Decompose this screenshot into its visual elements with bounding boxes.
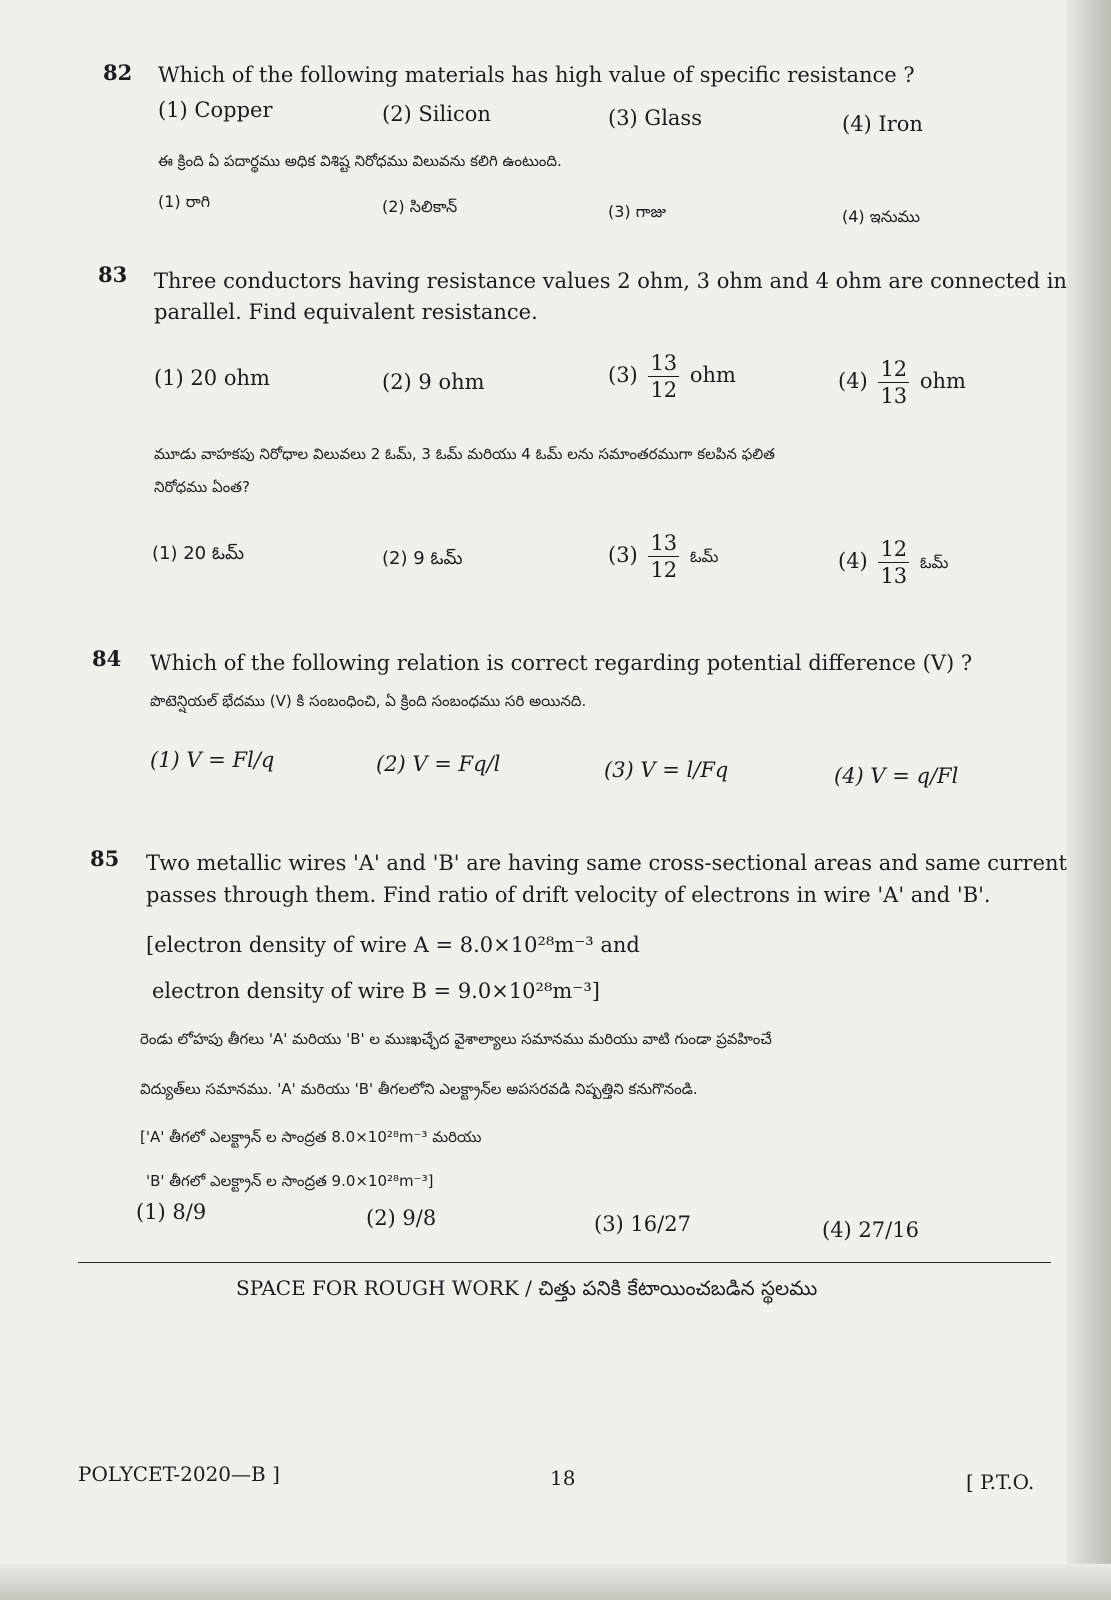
option-2-te: (2) సిలికాన్ bbox=[382, 197, 458, 216]
numerator: 12 bbox=[880, 537, 908, 561]
denominator: 13 bbox=[880, 564, 908, 588]
option-1-te bbox=[152, 540, 244, 568]
divider-rule bbox=[78, 1262, 1051, 1263]
option-2: (2) 9/8 bbox=[366, 1206, 437, 1230]
fraction bbox=[878, 536, 909, 589]
question-text-en-line-3: [electron density of wire A = 8.0×10²⁸m⁻³ and bbox=[146, 933, 640, 957]
numerator: 13 bbox=[650, 531, 678, 555]
question-text-en: Which of the following materials has high value of specific resistance ? bbox=[158, 63, 915, 87]
option-3: (3) 16/27 bbox=[594, 1212, 691, 1236]
option-3-en: (3) Glass bbox=[608, 106, 702, 130]
pto-label: [ P.T.O. bbox=[966, 1470, 1035, 1494]
unit: ohm bbox=[689, 363, 736, 387]
option-4-en: (4) Iron bbox=[842, 112, 923, 136]
question-text-te-line-4: 'B' తీగలో ఎలక్ట్రాన్ ల సాంద్రత 9.0×10²⁸m⁻³] bbox=[146, 1172, 434, 1190]
page-bottom-shadow bbox=[0, 1564, 1111, 1600]
question-number: 85 bbox=[90, 846, 120, 871]
option-prefix: (4) bbox=[838, 369, 868, 393]
exam-code: POLYCET-2020—B ] bbox=[78, 1462, 280, 1486]
question-number: 84 bbox=[92, 646, 122, 671]
denominator: 12 bbox=[650, 378, 678, 402]
question-text-en-line-4: electron density of wire B = 9.0×10²⁸m⁻³] bbox=[152, 979, 600, 1003]
option-2-en: (2) 9 ohm bbox=[382, 370, 485, 394]
option-prefix: (3) bbox=[608, 543, 638, 567]
denominator: 13 bbox=[880, 384, 908, 408]
option-3: (3) V = l/Fq bbox=[604, 758, 729, 782]
page-number: 18 bbox=[550, 1466, 576, 1490]
rough-work-label: SPACE FOR ROUGH WORK / చిత్తు పనికి కేటాయించబడిన స్థలము bbox=[236, 1276, 818, 1300]
option-1-te: (1) రాగి bbox=[158, 192, 211, 211]
question-text-en-line-2: passes through them. Find ratio of drift velocity of electrons in wire 'A' and 'B'. bbox=[146, 883, 991, 907]
page-edge-shadow bbox=[1067, 0, 1111, 1600]
option-4: (4) 27/16 bbox=[822, 1218, 919, 1242]
option-2-te bbox=[382, 545, 463, 573]
option-label: (1) 20 ఓమ్ bbox=[152, 543, 245, 564]
fraction bbox=[878, 356, 909, 409]
question-text-en-line-2: parallel. Find equivalent resistance. bbox=[154, 300, 538, 324]
option-2-en: (2) Silicon bbox=[382, 102, 491, 126]
question-text-te: ఈ క్రింది ఏ పదార్థము అధిక విశిష్ట నిరోధము విలువను కలిగి ఉంటుంది. bbox=[158, 152, 562, 170]
unit: ఓమ్ bbox=[689, 547, 719, 566]
question-text-te-line-1: మూడు వాహకపు నిరోధాల విలువలు 2 ఓమ్, 3 ఓమ్ మరియు 4 ఓమ్ లను సమాంతరముగా కలపిన ఫలిత bbox=[154, 445, 775, 463]
option-4-te bbox=[838, 536, 948, 589]
option-3-te bbox=[608, 530, 718, 583]
question-text-en-line-1: Two metallic wires 'A' and 'B' are having same cross-sectional areas and same current bbox=[146, 851, 1067, 875]
option-2: (2) V = Fq/l bbox=[376, 752, 501, 776]
option-prefix: (3) bbox=[608, 363, 638, 387]
question-text-te: పొటెన్షియల్ భేదము (V) కి సంబంధించి, ఏ క్రింది సంబంధము సరి అయినది. bbox=[150, 692, 587, 710]
option-3-en bbox=[608, 350, 736, 403]
question-text-te-line-3: ['A' తీగలో ఎలక్ట్రాన్ ల సాంద్రత 8.0×10²⁸m⁻³ మరియు bbox=[140, 1128, 482, 1146]
denominator: 12 bbox=[650, 558, 678, 582]
option-1: (1) V = Fl/q bbox=[150, 748, 275, 772]
option-label: (2) 9 ఓమ్ bbox=[382, 548, 463, 569]
question-text-en-line-1: Three conductors having resistance values 2 ohm, 3 ohm and 4 ohm are connected in bbox=[154, 269, 1067, 293]
option-4: (4) V = q/Fl bbox=[834, 764, 959, 788]
option-1-en: (1) Copper bbox=[158, 98, 273, 122]
question-text-te-line-2: నిరోధము ఏంత? bbox=[154, 478, 250, 496]
question-number: 82 bbox=[103, 60, 133, 85]
option-1-en: (1) 20 ohm bbox=[154, 366, 270, 390]
question-number: 83 bbox=[98, 262, 128, 287]
option-3-te: (3) గాజు bbox=[608, 202, 666, 221]
question-text-te-line-1: రెండు లోహపు తీగలు 'A' మరియు 'B' ల ముఃఖచ్ఛేద వైశాల్యాలు సమానము మరియు వాటి గుండా ప్రవహించే bbox=[140, 1030, 772, 1048]
numerator: 13 bbox=[650, 351, 678, 375]
unit: ఓమ్ bbox=[919, 553, 949, 572]
unit: ohm bbox=[919, 369, 966, 393]
numerator: 12 bbox=[880, 357, 908, 381]
question-text-te-line-2: విద్యుత్‌లు సమానము. 'A' మరియు 'B' తీగలలోని ఎలక్ట్రాన్‌ల అపసరవడి నిష్పత్తిని కనుగొనండి. bbox=[140, 1080, 698, 1098]
option-1: (1) 8/9 bbox=[136, 1200, 207, 1224]
question-text-en: Which of the following relation is correct regarding potential difference (V) ? bbox=[150, 651, 973, 675]
option-prefix: (4) bbox=[838, 549, 868, 573]
option-4-te: (4) ఇనుము bbox=[842, 207, 921, 226]
fraction bbox=[648, 350, 679, 403]
fraction bbox=[648, 530, 679, 583]
option-4-en bbox=[838, 356, 966, 409]
